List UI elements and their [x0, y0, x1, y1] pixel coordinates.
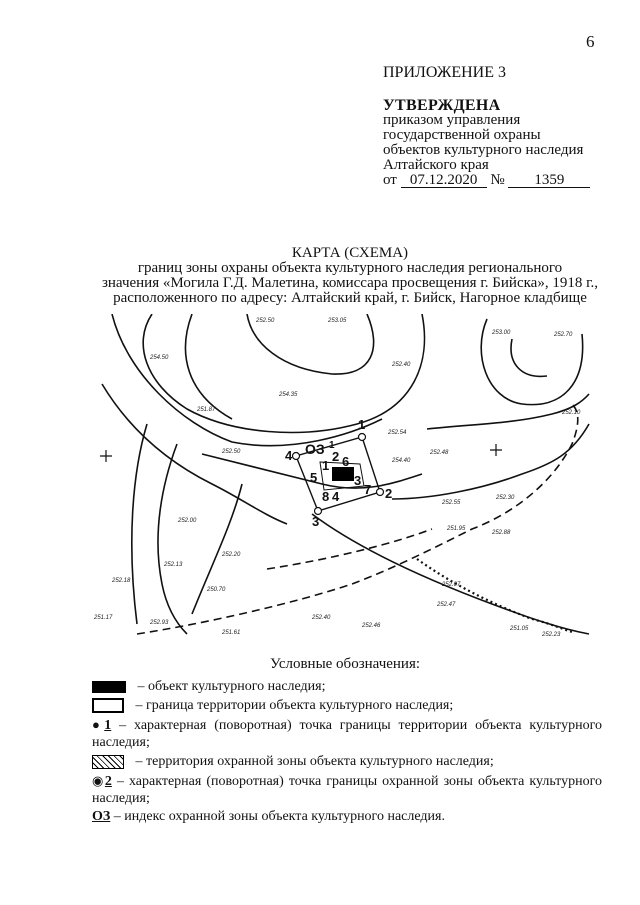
hatched-boundary	[417, 559, 572, 632]
grid-cross	[100, 450, 112, 462]
number-sign: №	[490, 172, 505, 188]
approval-title: УТВЕРЖДЕНА	[383, 97, 501, 114]
contour-line	[392, 424, 589, 499]
elev-label: 252.40	[312, 615, 331, 621]
approval-line-3: объектов культурного наследия	[383, 142, 584, 158]
elev-label: 252.46	[362, 623, 381, 629]
legend-title: Условные обозначения:	[270, 656, 421, 672]
legend-text: – граница территории объекта культурного наследия;	[135, 698, 454, 713]
elev-label: 252.50	[222, 449, 241, 455]
elev-label: 251.61	[222, 630, 241, 636]
elev-label: 252.00	[178, 518, 197, 524]
heritage-object	[332, 467, 354, 481]
territory-boundary-symbol-icon	[92, 698, 124, 713]
elev-label: 251.17	[94, 615, 113, 621]
elev-label: 252.50	[256, 318, 275, 324]
dot-point-icon: ●	[92, 717, 105, 732]
elev-label: 252.07	[442, 582, 461, 588]
elev-label: 251.95	[447, 526, 466, 532]
elev-label: 252.10	[562, 410, 581, 416]
territory-point-label-6: 6	[342, 454, 350, 469]
map-heading: КАРТА (СХЕМА)	[291, 245, 409, 261]
elev-label: 250.70	[207, 587, 226, 593]
elev-label: 254.35	[279, 392, 298, 398]
zone-point-label-1: 1	[358, 417, 366, 432]
site-map	[92, 314, 592, 646]
approval-number: 1359	[508, 173, 590, 188]
contour-line	[511, 339, 547, 376]
approval-line-1: приказом управления	[383, 112, 521, 128]
legend-item-territory-boundary	[92, 697, 602, 714]
legend-item-territory-point	[92, 716, 602, 751]
territory-point-label-5: 5	[310, 470, 318, 485]
zone-index-label: ОЗ	[305, 441, 325, 457]
elev-label: 252.54	[388, 430, 407, 436]
elev-label: 251.87	[197, 407, 216, 413]
territory-point-label-8: 8	[322, 489, 330, 504]
map-title-block	[70, 246, 630, 306]
legend-text: – индекс охранной зоны объекта культурного наследия.	[113, 809, 445, 824]
approval-line-4: Алтайского края	[383, 157, 489, 173]
legend-text: – территория охранной зоны объекта культурного наследия;	[135, 754, 494, 769]
legend-text: – характерная (поворотная) точка границы территории объекта культурного наследия;	[92, 718, 603, 750]
elev-label: 252.93	[150, 620, 169, 626]
elev-label: 252.70	[554, 332, 573, 338]
elev-label: 252.47	[437, 602, 456, 608]
elev-label: 252.23	[542, 632, 561, 638]
date-prefix: от	[383, 172, 397, 188]
zone-point-2	[377, 489, 384, 496]
zone-index-symbol: ОЗ	[92, 809, 111, 824]
territory-point-label-7: 7	[364, 482, 372, 497]
approval-date: 07.12.2020	[401, 173, 487, 188]
elev-label: 252.40	[392, 362, 411, 368]
grid-cross	[490, 444, 502, 456]
zone-point-4	[293, 453, 300, 460]
contour-line	[312, 514, 589, 634]
elev-label: 252.20	[222, 552, 241, 558]
elev-label: 252.30	[496, 495, 515, 501]
map-title-line-1: границ зоны охраны объекта культурного наследия регионального	[137, 260, 563, 276]
zone-index-sup: 1	[329, 440, 335, 451]
zone-point-label-3: 3	[312, 514, 320, 529]
contour-line	[132, 424, 147, 624]
legend-item-zone-territory	[92, 753, 602, 770]
contour-line	[102, 384, 287, 524]
map-title-line-2: значения «Могила Г.Д. Малетина, комиссара просвещения г. Бийска», 1918 г.,	[101, 275, 599, 291]
legend-text: – объект культурного наследия;	[137, 679, 326, 694]
territory-point-label-4b: 4	[332, 489, 340, 504]
elev-label: 252.13	[164, 562, 183, 568]
elev-label: 254.50	[150, 355, 169, 361]
elev-label: 253.00	[492, 330, 511, 336]
point-number: 2	[104, 774, 112, 789]
elev-label: 253.05	[328, 318, 347, 324]
object-symbol-icon	[92, 681, 126, 693]
contour-line	[143, 314, 424, 432]
circle-dot-point-icon: ◉	[92, 773, 105, 788]
approval-date-line	[383, 173, 590, 188]
elev-label: 252.48	[430, 450, 449, 456]
territory-point-label-3b: 3	[354, 473, 362, 488]
legend-item-zone-point	[92, 772, 602, 807]
elev-label: 251.05	[510, 626, 529, 632]
legend-item-object	[92, 678, 602, 695]
zone-point-1	[359, 434, 366, 441]
legend-text: – характерная (поворотная) точка границы охранной зоны объекта культурного наследия;	[92, 774, 602, 806]
point-number: 1	[104, 718, 112, 733]
elev-label: 252.55	[442, 500, 461, 506]
map-title-line-3: расположенного по адресу: Алтайский край, г. Бийск, Нагорное кладбище	[113, 290, 587, 306]
page-number: 6	[586, 32, 595, 51]
zone-boundary-dashed	[267, 529, 432, 569]
contour-line	[112, 314, 382, 446]
elev-label: 252.18	[112, 578, 131, 584]
territory-point-label-1: 1	[322, 458, 330, 473]
zone-point-label-4: 4	[285, 448, 293, 463]
elev-label: 252.88	[492, 530, 511, 536]
approval-block	[383, 98, 590, 188]
zone-point-label-2: 2	[385, 486, 393, 501]
legend-item-zone-index	[92, 808, 602, 825]
contour-line	[192, 484, 242, 614]
territory-point-label-2: 2	[332, 449, 340, 464]
elev-label: 254.40	[392, 458, 411, 464]
approval-line-2: государственной охраны	[383, 127, 541, 143]
contour-line	[185, 314, 232, 419]
contour-line	[158, 444, 187, 634]
hatch-symbol-icon	[92, 755, 124, 769]
appendix-label: ПРИЛОЖЕНИЕ 3	[383, 64, 507, 81]
